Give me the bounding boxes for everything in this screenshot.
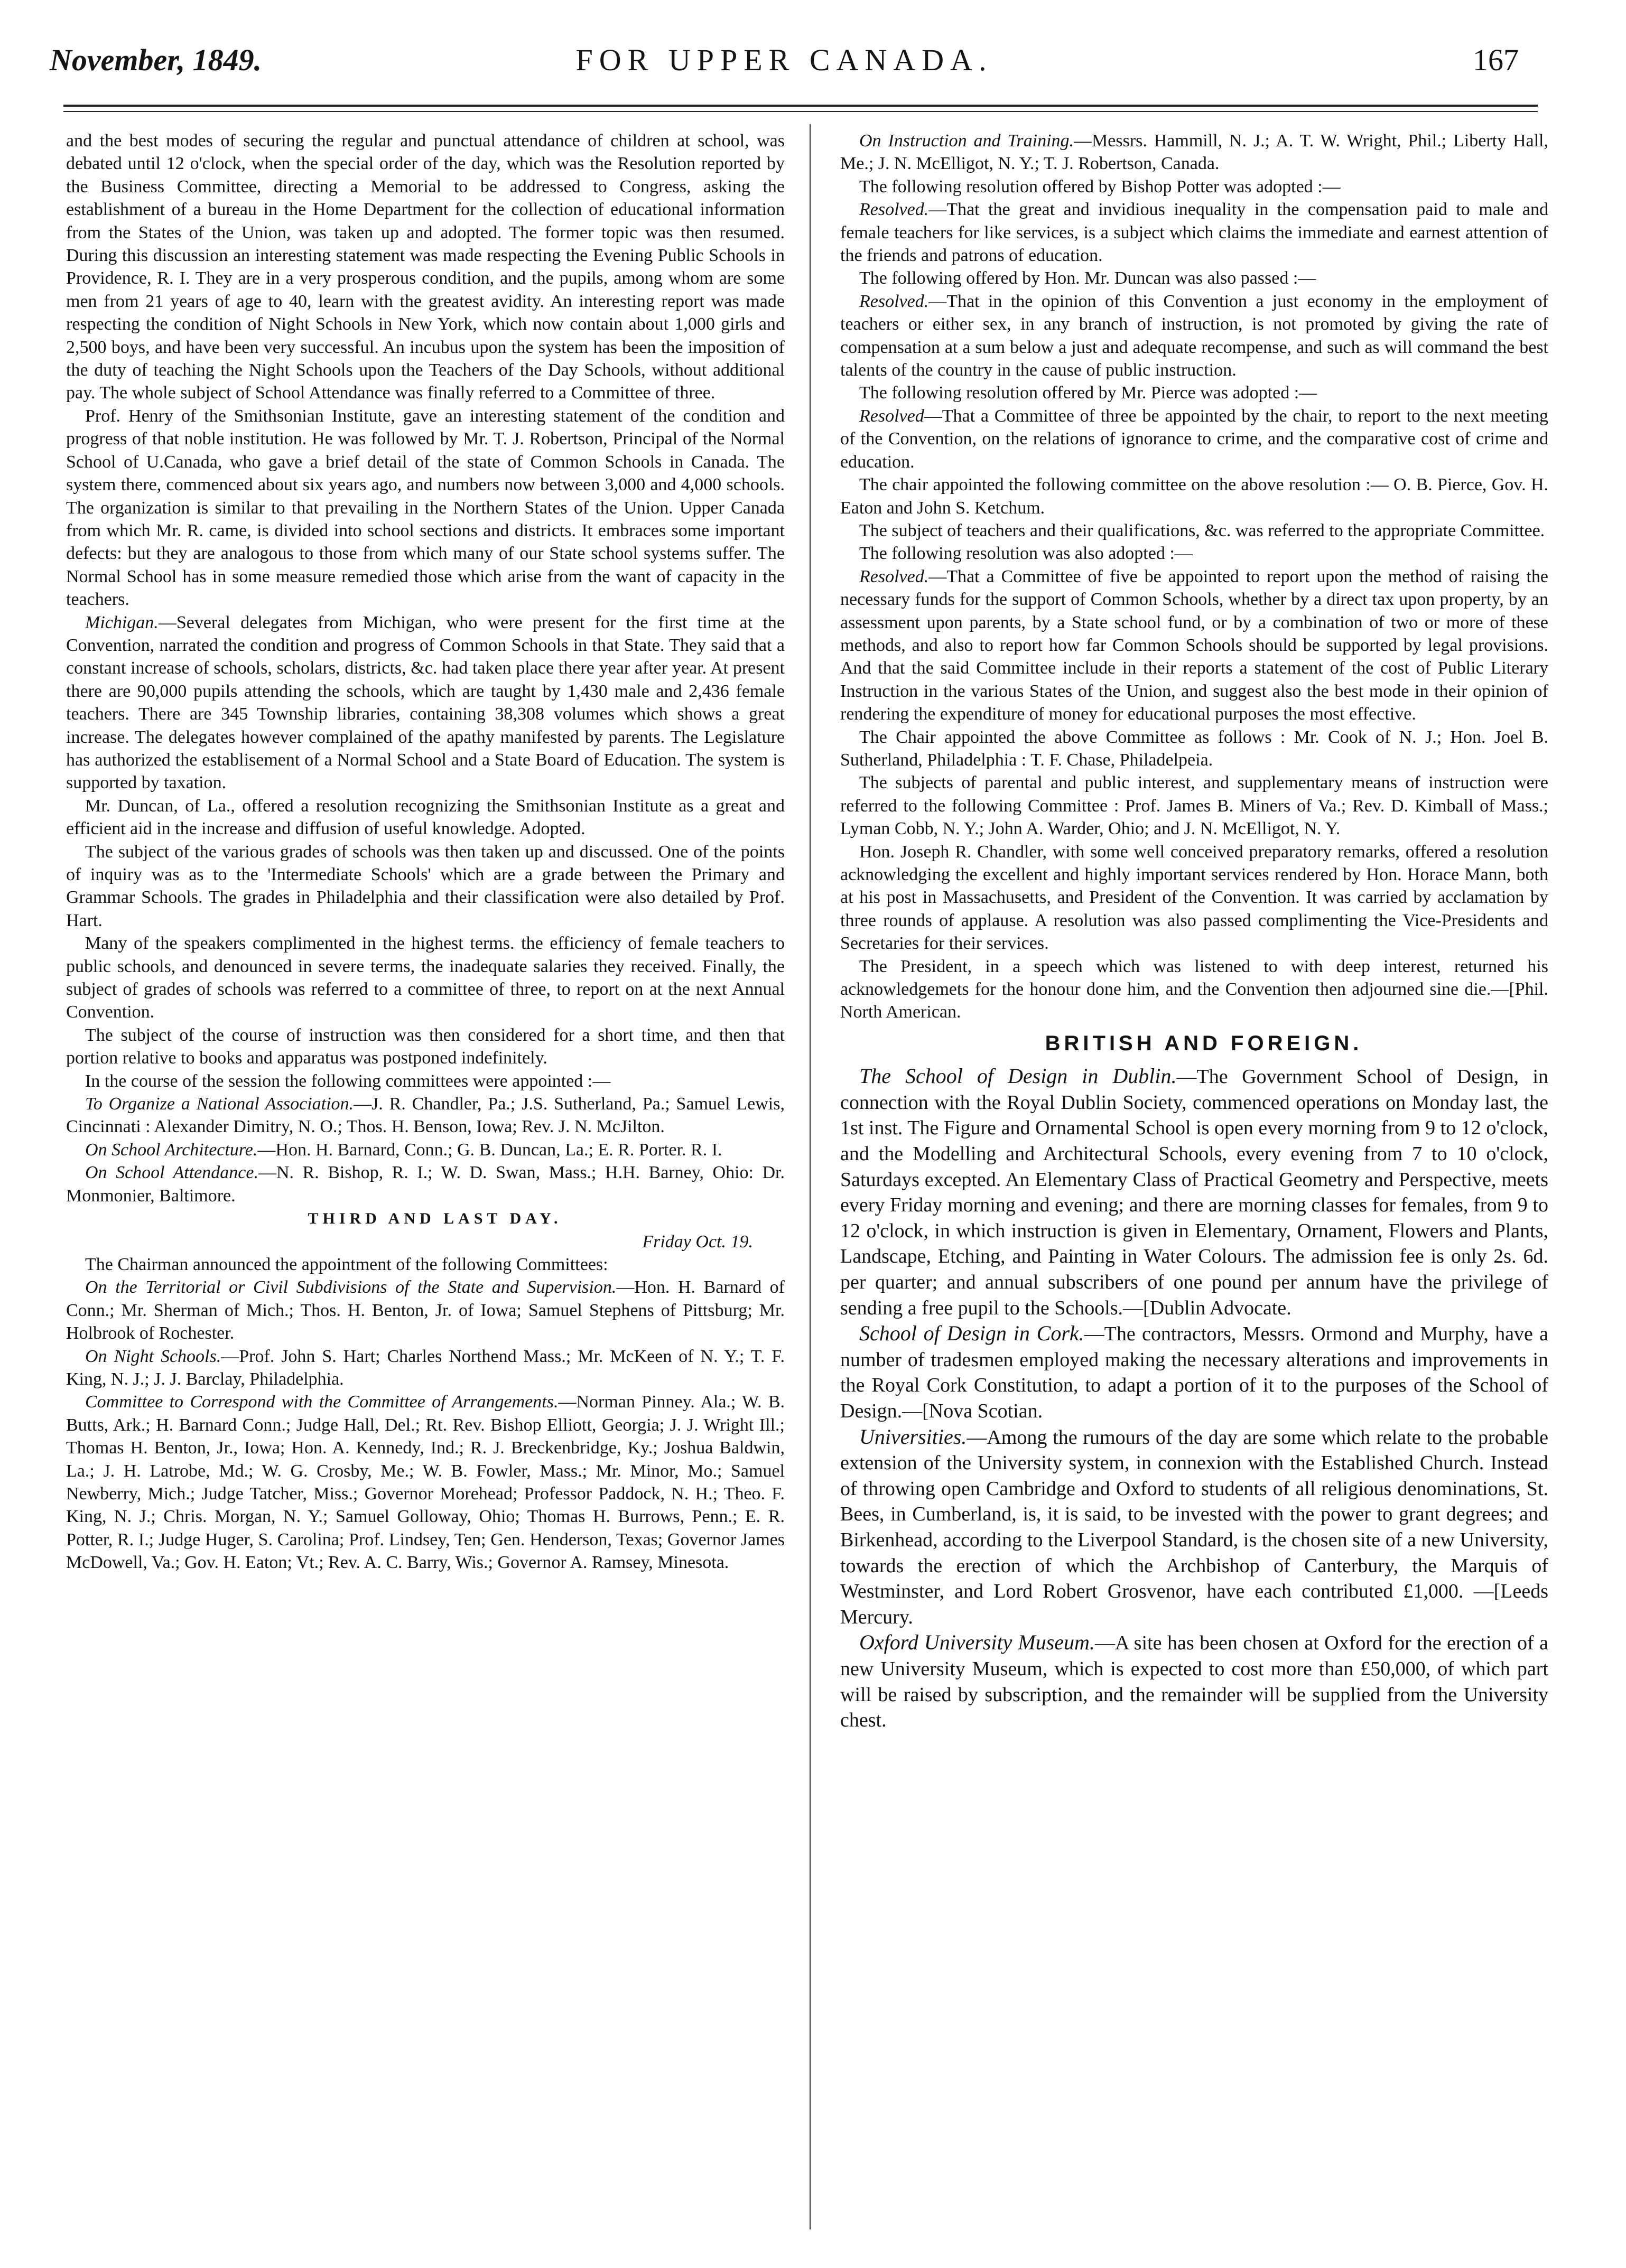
- news-item: [840, 1321, 1548, 1424]
- lead-in: Resolved: [859, 406, 924, 426]
- paragraph: and the best modes of securing the regular and punctual attendance of children at school, was debated until 12 o'clock, when the special order of the day, which was the Resolution reported by the Business Committee, directing a Memorial to be addressed to Congress, asking the establishment of a bureau in the Home Department for the collection of educational information from the States of the Union, was taken up and adopted. The former topic was then resumed. During this discussion an interesting statement was made respecting the Evening Public Schools in Providence, R. I. They are in a very prosperous condition, and the pupils, among whom are some men from 21 years of age to 40, learn with the greatest avidity. An interesting report was made respecting the condition of Night Schools in New York, which now contain about 1,000 girls and 2,500 boys, and have been very successful. An incubus upon the system has been the imposition of the duty of teaching the Night Schools upon the Teachers of the Day Schools, without additional pay. The whole subject of School Attendance was finally referred to a Committee of three.: [66, 131, 785, 403]
- committee-entry: [66, 1138, 785, 1161]
- lead-in: On the Territorial or Civil Subdivisions of the State and Supervision.: [85, 1277, 617, 1298]
- paragraph: The President, in a speech which was listened to with deep interest, returned his acknowledgemets for the honour done him, and the Convention then adjourned sine die.—[Phil. North American.: [840, 956, 1548, 1022]
- lead-in: Resolved.: [859, 566, 929, 586]
- paragraph: The subject of the course of instruction was then considered for a short time, and then that portion relative to books and apparatus was postponed indefinitely.: [66, 1025, 785, 1068]
- paragraph: The Chairman announced the appointment of the following Committees:: [85, 1254, 608, 1274]
- paragraph: The Chair appointed the above Committee as follows : Mr. Cook of N. J.; Hon. Joel B. Sutherland, Philadelphia : T. F. Chase, Philadelpeia.: [840, 727, 1548, 770]
- paragraph: Many of the speakers complimented in the highest terms. the efficiency of female teachers to public schools, and denounced in severe terms, the inadequate salaries they received. Finally, the subject of grades of schools was referred to a committee of three, to report on at the next Annual Convention.: [66, 934, 785, 1022]
- lead-in: Resolved.: [859, 291, 929, 311]
- lead-in: On School Attendance.: [85, 1163, 258, 1183]
- committee-text: —Hon. H. Barnard, Conn.; G. B. Duncan, La.; E. R. Porter. R. I.: [257, 1140, 722, 1160]
- paragraph: The subject of the various grades of schools was then taken up and discussed. One of the points of inquiry was as to the 'Intermediate Schools' which are a grade between the Primary and Grammar Schools. The grades in Philadelphia and their classification were also detailed by Prof. Hart.: [66, 842, 785, 930]
- page-number: 167: [1473, 43, 1519, 77]
- resolution: [840, 290, 1548, 382]
- header-title: FOR UPPER CANADA.: [575, 43, 993, 77]
- committee-text: —N. R. Bishop, R. I.; W. D. Swan, Mass.; H.H. Barney, Ohio: Dr. Monmonier, Baltimore.: [66, 1163, 785, 1206]
- column-divider: [810, 124, 811, 2229]
- lead-in: On Night Schools.: [85, 1346, 221, 1366]
- news-text: —Among the rumours of the day are some which relate to the probable extension of the University system, in connexion with the Established Church. Instead of throwing open Cambridge and Oxford to students of all religious denominations, St. Bees, in Cumberland, is, it is said, to be invested with the power to grant degrees; and Birkenhead, according to the Liverpool Standard, is the chosen site of a new University, towards the erection of which the Archbishop of Canterbury, the Marquis of Westminster, and Lord Robert Grosvenor, have each contributed £1,000. —[Leeds Mercury.: [840, 1426, 1548, 1628]
- committee-text: —Messrs. Hammill, N. J.; A. T. W. Wright, Phil.; Liberty Hall, Me.; J. N. McElligot, N. Y.; T. J. Robertson, Canada.: [840, 131, 1548, 174]
- paragraph: Hon. Joseph R. Chandler, with some well conceived preparatory remarks, offered a resolution acknowledging the excellent and highly important services rendered by Hon. Horace Mann, both at his post in Massachusetts, and President of the Convention. It was carried by acclamation by three rounds of applause. A resolution was also passed complimenting the Vice-Presidents and Secretaries for their services.: [840, 842, 1548, 954]
- resolution: [840, 198, 1548, 267]
- paragraph-text: —Several delegates from Michigan, who were present for the first time at the Convention, narrated the condition and progress of Common Schools in that State. They said that a constant increase of schools, scholars, districts, &c. had taken place there year after year. At present there are 90,000 pupils attending the schools, which are taught by 1,430 male and 2,436 female teachers. There are 345 Township libraries, containing 38,308 volumes which shows a great increase. The delegates however complained of the apathy manifested by parents. The Legislature has authorized the establisement of a Normal School and a State Board of Education. The system is supported by taxation.: [66, 612, 785, 793]
- paragraph: [66, 611, 785, 795]
- lead-in: Resolved.: [859, 200, 929, 220]
- committee-entry: [66, 1345, 785, 1391]
- lead-in: Committee to Correspond with the Committee of Arrangements.: [85, 1392, 559, 1412]
- dateline: Friday Oct. 19.: [642, 1231, 753, 1252]
- left-column: [66, 129, 785, 2222]
- committee-text: —Hon. H. Barnard of Conn.; Mr. Sherman of Mich.; Thos. H. Benton, Jr. of Iowa; Samuel Stephens of Pittsburg; Mr. Holbrook of Rochester.: [66, 1277, 785, 1343]
- news-items: [840, 1063, 1548, 1733]
- resolution: [840, 565, 1548, 726]
- section-heading: THIRD AND LAST DAY.: [308, 1210, 562, 1228]
- paragraph: The subject of teachers and their qualifications, &c. was referred to the appropriate Committee.: [859, 520, 1545, 540]
- lead-in: The School of Design in Dublin.: [859, 1064, 1177, 1088]
- committee-text: —Prof. John S. Hart; Charles Northend Mass.; Mr. McKeen of N. Y.; T. F. King, N. J.; J. J. Barclay, Philadelphia.: [66, 1346, 785, 1389]
- committee-entry: [66, 1161, 785, 1207]
- resolution-text: —That the great and invidious inequality in the compensation paid to male and female teachers for like services, is a subject which claims the immediate and earnest attention of the friends and patrons of education.: [840, 200, 1548, 266]
- resolution-text: —That in the opinion of this Convention a just economy in the employment of teachers or either sex, in any branch of instruction, is not promoted by giving the rate of compensation at a sum below a just and adequate recompense, and such as will command the best talents of the country in the cause of public instruction.: [840, 291, 1548, 380]
- paragraph: The following resolution offered by Bishop Potter was adopted :—: [859, 176, 1341, 197]
- lead-in: Oxford University Museum.: [859, 1630, 1095, 1655]
- lead-in: To Organize a National Association.: [85, 1094, 354, 1114]
- committee-text: —Norman Pinney. Ala.; W. B. Butts, Ark.; H. Barnard Conn.; Judge Hall, Del.; Rt. Rev. Bishop Elliott, Georgia; J. J. Wright Ill.; Thomas H. Benton, Jr., Iowa; Hon. A. Kennedy, Ind.; R. J. Breckenbridge, Ky.; Joshua Baldwin, La.; J. H. Latrobe, Md.; W. G. Crosby, Me.; W. B. Fowler, Mass.; Mr. Minor, Mo.; Samuel Newberry, Mich.; Judge Tatcher, Miss.; Governor Morehead; Professor Paddock, N. H.; Theo. F. King, N. J.; Chris. Morgan, N. Y.; Samuel Golloway, Ohio; Thomas H. Burrows, Penn.; E. R. Potter, R. I.; Judge Huger, S. Carolina; Prof. Lindsey, Ten; Gen. Henderson, Texas; Governor James McDowell, Va.; Gov. H. Eaton; Vt.; Rev. A. C. Barry, Wis.; Governor A. Ramsey, Minesota.: [66, 1392, 785, 1573]
- paragraph: The following resolution was also adopted :—: [859, 544, 1193, 564]
- news-item: [840, 1424, 1548, 1630]
- committee-entry: [66, 1093, 785, 1138]
- resolution-text: —That a Committee of five be appointed to report upon the method of raising the necessary funds for the support of Common Schools, whether by a direct tax upon property, by an assessment upon parents, by a State school fund, or by a combination of two or more of these methods, and also to report how far Common Schools should be supported by legal provisions. And that the said Committee include in their reports a statement of the cost of Public Literary Instruction in the various States of the Union, and suggest also the best mode in their opinion of rendering the expenditure of money for educational purposes the most effective.: [840, 566, 1548, 724]
- page-header: [50, 42, 1519, 100]
- news-text: —A site has been chosen at Oxford for the erection of a new University Museum, which is expected to cost more than £50,000, of which part will be raised by subscription, and the remainder will be supplied from the University chest.: [840, 1632, 1548, 1732]
- resolution: [840, 405, 1548, 473]
- paragraph: Mr. Duncan, of La., offered a resolution recognizing the Smithsonian Institute as a great and efficient aid in the increase and diffusion of useful knowledge. Adopted.: [66, 796, 785, 839]
- committee-text: —J. R. Chandler, Pa.; J.S. Sutherland, Pa.; Samuel Lewis, Cincinnati : Alexander Dimitry, N. O.; Thos. H. Benson, Iowa; Rev. J. N. McJilton.: [66, 1094, 785, 1137]
- paragraph: The following resolution offered by Mr. Pierce was adopted :—: [859, 383, 1317, 403]
- committee-entry: [66, 1276, 785, 1345]
- paragraph: The following offered by Hon. Mr. Duncan was also passed :—: [859, 268, 1316, 288]
- news-text: —The Government School of Design, in connection with the Royal Dublin Society, commenced operations on Monday last, the 1st inst. The Figure and Ornamental School is open every morning from 9 to 12 o'clock, and the Modelling and Architectural Schools, every evening from 7 to 10 o'clock, Saturdays excepted. An Elementary Class of Practical Geometry and Perspective, meets every Friday morning and evening; and there are morning classes for females, from 9 to 12 o'clock, in which instruction is given in Elementary, Ornament, Flowers and Plants, Landscape, Etching, and Painting in Water Colours. The admission fee is only 2s. 6d. per quarter; and annual subscribers of one pound per annum have the privilege of sending a free pupil to the Schools.—[Dublin Advocate.: [840, 1066, 1548, 1319]
- paragraph: In the course of the session the following committees were appointed :—: [85, 1071, 611, 1091]
- lead-in: Michigan.: [85, 612, 159, 632]
- lead-in: On School Architecture.: [85, 1140, 258, 1160]
- paragraph: The chair appointed the following committee on the above resolution :— O. B. Pierce, Gov. H. Eaton and John S. Ketchum.: [840, 475, 1548, 518]
- resolution-text: —That a Committee of three be appointed by the chair, to report to the next meeting of the Convention, on the relations of ignorance to crime, and the comparative cost of crime and education.: [840, 406, 1548, 472]
- header-date: November, 1849.: [50, 43, 262, 77]
- header-rule: [63, 105, 1538, 107]
- lead-in: On Instruction and Training.: [859, 131, 1074, 151]
- section-heading: BRITISH AND FOREIGN.: [1045, 1031, 1363, 1055]
- lead-in: Universities.: [859, 1424, 967, 1449]
- committee-entry: [66, 1390, 785, 1574]
- right-column: [840, 129, 1548, 2222]
- header-rule-thin: [63, 111, 1538, 112]
- lead-in: School of Design in Cork.: [859, 1321, 1084, 1346]
- news-text: —The contractors, Messrs. Ormond and Murphy, have a number of tradesmen employed making the necessary alterations and improvements in the Royal Cork Constitution, to adapt a portion of it to the purposes of the School of Design.—[Nova Scotian.: [840, 1323, 1548, 1422]
- paragraph: The subjects of parental and public interest, and supplementary means of instruction were referred to the following Committee : Prof. James B. Miners of Va.; Rev. D. Kimball of Mass.; Lyman Cobb, N. Y.; John A. Warder, Ohio; and J. N. McElligot, N. Y.: [840, 773, 1548, 839]
- paragraph: Prof. Henry of the Smithsonian Institute, gave an interesting statement of the condition and progress of that noble institution. He was followed by Mr. T. J. Robertson, Principal of the Normal School of U.Canada, who gave a brief detail of the state of Common Schools in Canada. The system there, commenced about six years ago, and numbers now between 3,000 and 4,000 schools. The organization is similar to that prevailing in the Northern States of the Union. Upper Canada from which Mr. R. came, is divided into school sections and districts. It embraces some important defects: but they are analogous to those from which many of our State school systems suffer. The Normal School has in some measure remedied those which arise from the want of capacity in the teachers.: [66, 406, 785, 610]
- news-item: [840, 1630, 1548, 1733]
- news-item: [840, 1063, 1548, 1321]
- committee-entry: [840, 129, 1548, 175]
